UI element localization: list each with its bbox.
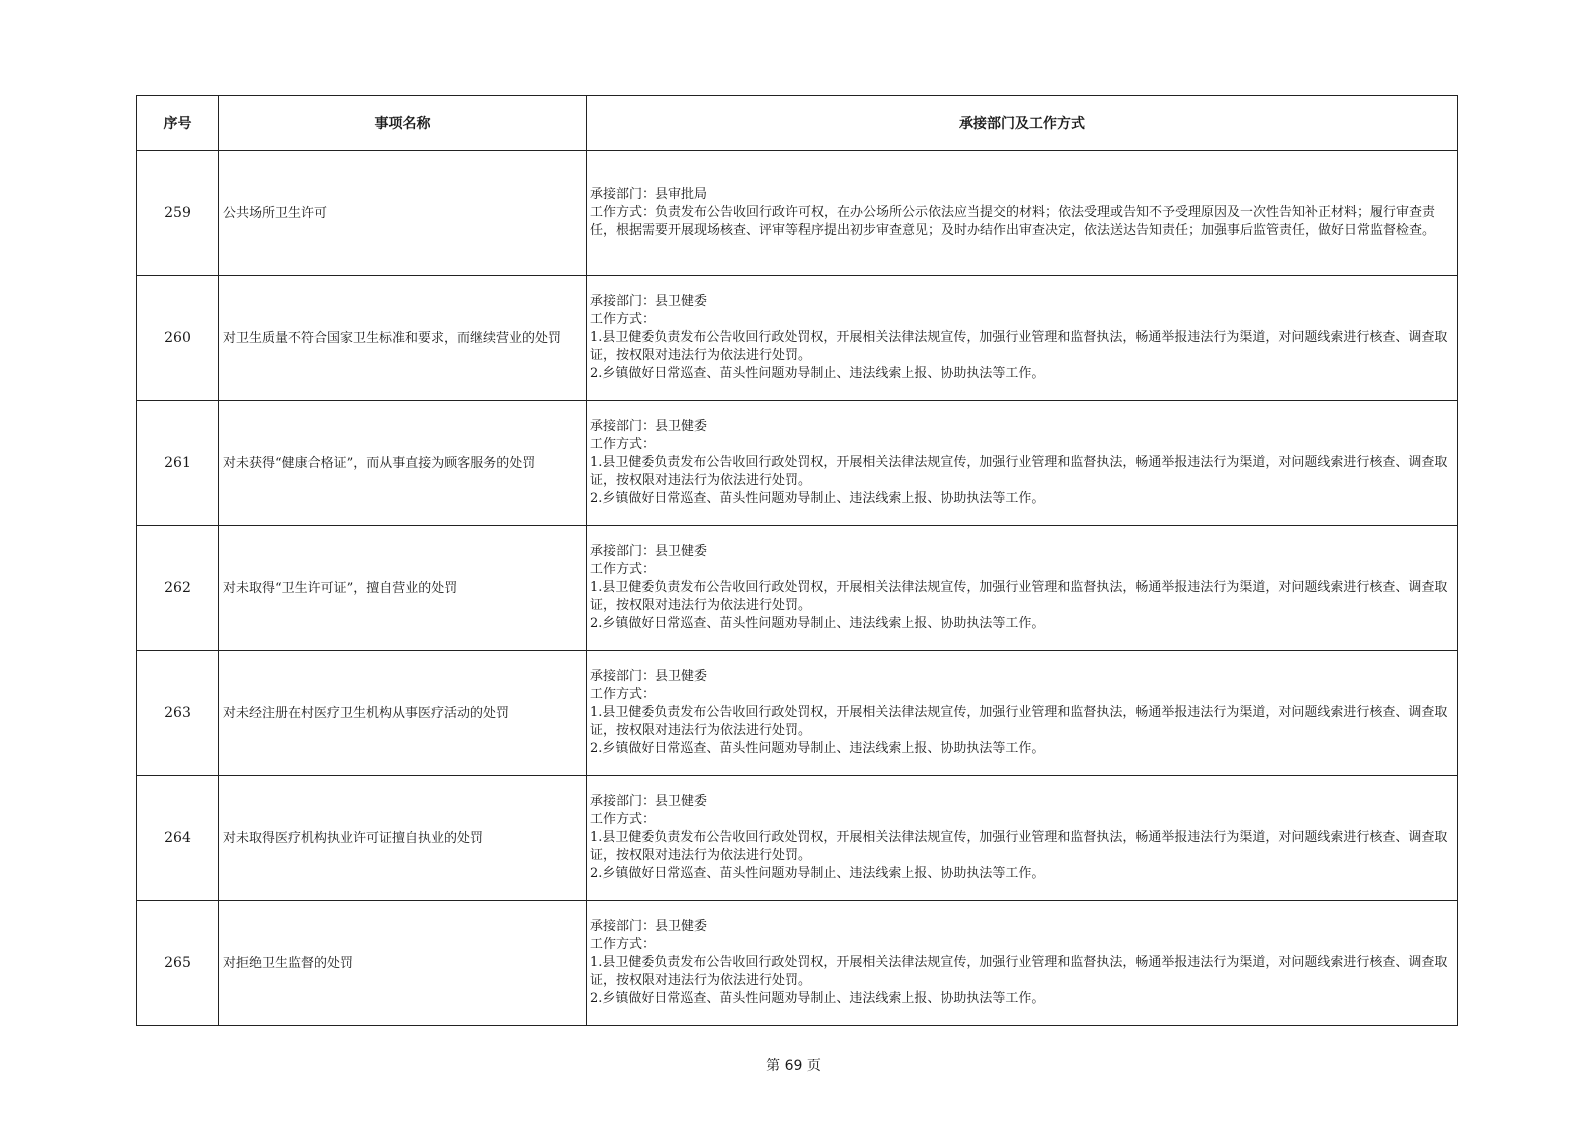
method-text-line: 工作方式：负责发布公告收回行政许可权，在办公场所公示依法应当提交的材料；依法受理或告知不予受理原因及一次性告知补正材料；履行审查责任，根据需要开展现场核查、评审等程序提出初步审查意见；及时办结作出审查决定，依法送达告知责任；加强事后监管责任，做好日常监督检查。 — [590, 205, 1436, 238]
method-text-line: 2.乡镇做好日常巡查、苗头性问题劝导制止、违法线索上报、协助执法等工作。 — [590, 866, 1045, 881]
method-text-line: 承接部门：县卫健委 — [590, 294, 708, 309]
row-item-name: 公共场所卫生许可 — [219, 151, 587, 276]
row-item-name: 对未取得“卫生许可证”，擅自营业的处罚 — [219, 526, 587, 651]
method-text-line: 1.县卫健委负责发布公告收回行政处罚权，开展相关法律法规宣传，加强行业管理和监督执法，畅通举报违法行为渠道，对问题线索进行核查、调查取证，按权限对违法行为依法进行处罚。 — [590, 830, 1448, 863]
row-item-name: 对未获得“健康合格证”，而从事直接为顾客服务的处罚 — [219, 401, 587, 526]
table-row — [137, 276, 1458, 401]
method-text-line: 承接部门：县卫健委 — [590, 794, 708, 809]
method-text-line: 承接部门：县卫健委 — [590, 669, 708, 684]
row-department-and-method — [587, 901, 1458, 1026]
method-text-line: 承接部门：县卫健委 — [590, 919, 708, 934]
table-row — [137, 901, 1458, 1026]
row-department-and-method — [587, 776, 1458, 901]
row-department-and-method — [587, 401, 1458, 526]
method-text-line: 工作方式： — [590, 687, 656, 702]
row-item-name: 对未取得医疗机构执业许可证擅自执业的处罚 — [219, 776, 587, 901]
method-text-line: 承接部门：县卫健委 — [590, 419, 708, 434]
method-text-line: 工作方式： — [590, 937, 656, 952]
method-text-line: 2.乡镇做好日常巡查、苗头性问题劝导制止、违法线索上报、协助执法等工作。 — [590, 616, 1045, 631]
row-serial-number: 259 — [137, 151, 219, 276]
method-text-line: 1.县卫健委负责发布公告收回行政处罚权，开展相关法律法规宣传，加强行业管理和监督执法，畅通举报违法行为渠道，对问题线索进行核查、调查取证，按权限对违法行为依法进行处罚。 — [590, 330, 1448, 363]
row-serial-number: 260 — [137, 276, 219, 401]
method-text-line: 1.县卫健委负责发布公告收回行政处罚权，开展相关法律法规宣传，加强行业管理和监督执法，畅通举报违法行为渠道，对问题线索进行核查、调查取证，按权限对违法行为依法进行处罚。 — [590, 955, 1448, 988]
page-number: 第 69 页 — [766, 1058, 821, 1074]
table-row — [137, 401, 1458, 526]
table-body — [137, 151, 1458, 1026]
table-row — [137, 776, 1458, 901]
row-department-and-method — [587, 651, 1458, 776]
row-department-and-method — [587, 151, 1458, 276]
row-serial-number: 263 — [137, 651, 219, 776]
row-serial-number: 264 — [137, 776, 219, 901]
row-department-and-method — [587, 526, 1458, 651]
table-row — [137, 651, 1458, 776]
method-text-line: 2.乡镇做好日常巡查、苗头性问题劝导制止、违法线索上报、协助执法等工作。 — [590, 491, 1045, 506]
method-text-line: 承接部门：县卫健委 — [590, 544, 708, 559]
method-text-line: 承接部门：县审批局 — [590, 187, 708, 202]
row-serial-number: 265 — [137, 901, 219, 1026]
table-row — [137, 151, 1458, 276]
method-text-line: 工作方式： — [590, 437, 656, 452]
method-text-line: 2.乡镇做好日常巡查、苗头性问题劝导制止、违法线索上报、协助执法等工作。 — [590, 366, 1045, 381]
row-serial-number: 262 — [137, 526, 219, 651]
header-department-and-method: 承接部门及工作方式 — [587, 96, 1458, 151]
item-table-container — [136, 95, 1457, 1026]
method-text-line: 1.县卫健委负责发布公告收回行政处罚权，开展相关法律法规宣传，加强行业管理和监督执法，畅通举报违法行为渠道，对问题线索进行核查、调查取证，按权限对违法行为依法进行处罚。 — [590, 455, 1448, 488]
row-serial-number: 261 — [137, 401, 219, 526]
row-item-name: 对拒绝卫生监督的处罚 — [219, 901, 587, 1026]
method-text-line: 工作方式： — [590, 812, 656, 827]
method-text-line: 2.乡镇做好日常巡查、苗头性问题劝导制止、违法线索上报、协助执法等工作。 — [590, 741, 1045, 756]
item-table — [136, 95, 1458, 1026]
method-text-line: 2.乡镇做好日常巡查、苗头性问题劝导制止、违法线索上报、协助执法等工作。 — [590, 991, 1045, 1006]
table-header-row — [137, 96, 1458, 151]
row-item-name: 对卫生质量不符合国家卫生标准和要求，而继续营业的处罚 — [219, 276, 587, 401]
method-text-line: 工作方式： — [590, 562, 656, 577]
table-row — [137, 526, 1458, 651]
header-serial-number: 序号 — [137, 96, 219, 151]
method-text-line: 工作方式： — [590, 312, 656, 327]
method-text-line: 1.县卫健委负责发布公告收回行政处罚权，开展相关法律法规宣传，加强行业管理和监督执法，畅通举报违法行为渠道，对问题线索进行核查、调查取证，按权限对违法行为依法进行处罚。 — [590, 580, 1448, 613]
header-item-name: 事项名称 — [219, 96, 587, 151]
method-text-line: 1.县卫健委负责发布公告收回行政处罚权，开展相关法律法规宣传，加强行业管理和监督执法，畅通举报违法行为渠道，对问题线索进行核查、调查取证，按权限对违法行为依法进行处罚。 — [590, 705, 1448, 738]
row-department-and-method — [587, 276, 1458, 401]
row-item-name: 对未经注册在村医疗卫生机构从事医疗活动的处罚 — [219, 651, 587, 776]
